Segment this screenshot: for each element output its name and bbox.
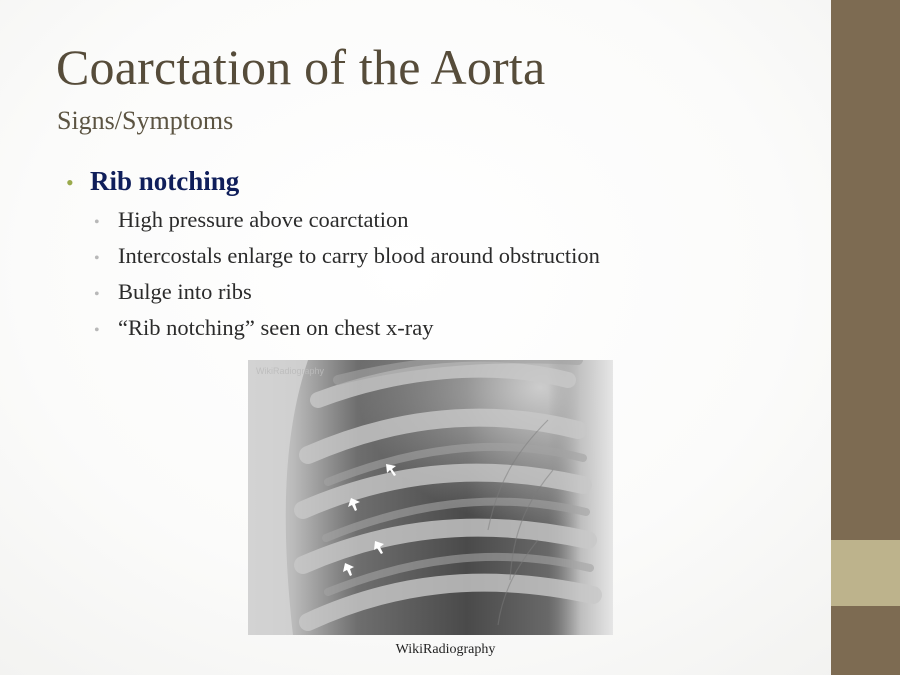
image-caption: WikiRadiography — [395, 642, 496, 657]
bullet-dot-icon: • — [94, 322, 100, 339]
sub-bullet-list — [94, 207, 600, 351]
main-bullet — [66, 166, 239, 197]
sub-bullet — [94, 243, 600, 279]
sub-bullet — [94, 207, 600, 243]
xray-watermark: WikiRadiography — [256, 366, 325, 376]
bullet-dot-icon: • — [94, 286, 100, 303]
main-bullet-text: Rib notching — [90, 166, 240, 196]
sub-bullet-text: “Rib notching” seen on chest x-ray — [118, 315, 434, 340]
decorative-band-accent — [831, 540, 900, 606]
bullet-dot-icon: • — [94, 250, 100, 267]
sub-bullet — [94, 279, 600, 315]
sub-bullet-text: High pressure above coarctation — [118, 207, 409, 232]
chest-xray-image — [248, 360, 613, 635]
bullet-dot-icon: • — [66, 170, 74, 195]
slide-title: Coarctation of the Aorta — [56, 39, 546, 95]
sub-bullet-text: Intercostals enlarge to carry blood around obstruction — [118, 243, 600, 268]
sub-bullet — [94, 315, 600, 351]
slide-subtitle: Signs/Symptoms — [57, 106, 234, 135]
bullet-dot-icon: • — [94, 214, 100, 231]
sub-bullet-text: Bulge into ribs — [118, 279, 252, 304]
